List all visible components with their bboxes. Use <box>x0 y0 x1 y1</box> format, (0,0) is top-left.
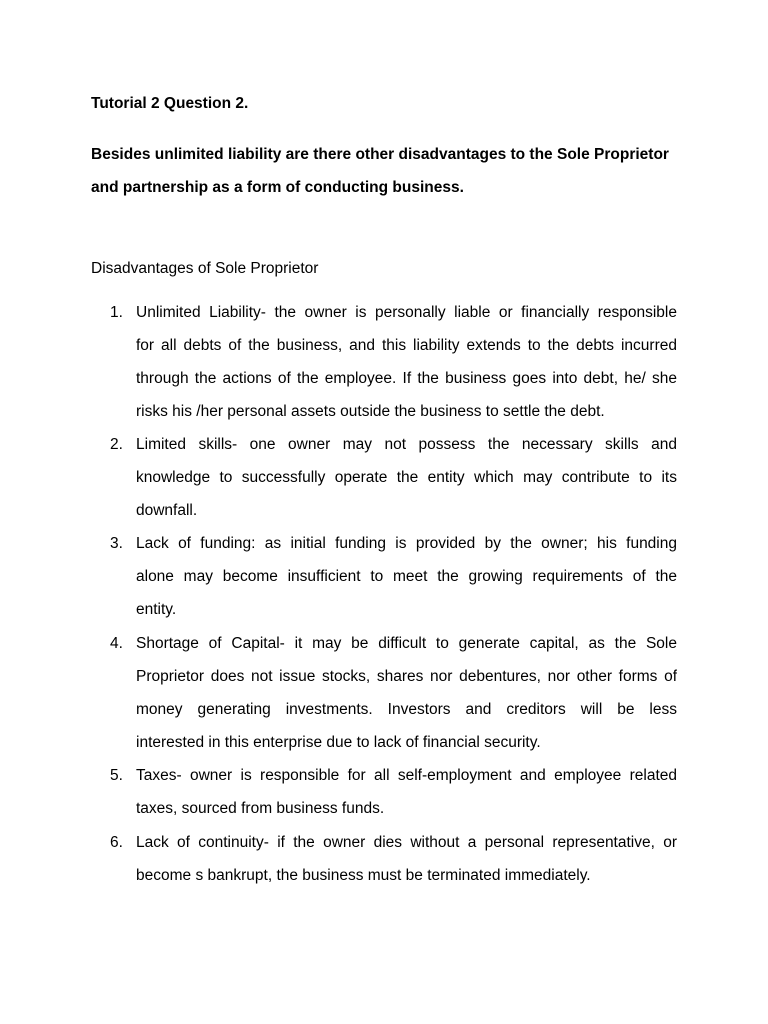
list-item-number: 6. <box>110 834 123 851</box>
list-item-line: Shortage of Capital- it may be difficult to generate capital, as the Sole <box>136 635 677 652</box>
document-title: Tutorial 2 Question 2. <box>91 95 249 112</box>
list-item-line: entity. <box>136 601 177 618</box>
question-text <box>91 138 691 204</box>
list-item-number: 1. <box>110 304 123 321</box>
list-item-number: 4. <box>110 635 123 652</box>
list-item-line: become s bankrupt, the business must be terminated immediately. <box>136 867 591 884</box>
list-item-number: 5. <box>110 767 123 784</box>
list-item-line: through the actions of the employee. If the business goes into debt, he/ she <box>136 370 677 387</box>
list-item-line: Lack of funding: as initial funding is provided by the owner; his funding <box>136 535 677 552</box>
question-line: and partnership as a form of conducting business. <box>91 179 464 196</box>
list-item-line: Limited skills- one owner may not possess the necessary skills and <box>136 436 677 453</box>
list-item-line: Taxes- owner is responsible for all self-employment and employee related <box>136 767 677 784</box>
list-item-line: risks his /her personal assets outside the business to settle the debt. <box>136 403 605 420</box>
list-item-line: money generating investments. Investors and creditors will be less <box>136 701 677 718</box>
list-item-line: for all debts of the business, and this liability extends to the debts incurred <box>136 337 677 354</box>
list-item-number: 3. <box>110 535 123 552</box>
list-item-line: interested in this enterprise due to lack of financial security. <box>136 734 541 751</box>
question-line: Besides unlimited liability are there other disadvantages to the Sole Proprietor <box>91 146 669 163</box>
list-item-line: downfall. <box>136 502 198 519</box>
list-item-line: Lack of continuity- if the owner dies without a personal representative, or <box>136 834 677 851</box>
list-item-number: 2. <box>110 436 123 453</box>
list-item-line: alone may become insufficient to meet the growing requirements of the <box>136 568 677 585</box>
list-item-line: Unlimited Liability- the owner is personally liable or financially responsible <box>136 304 677 321</box>
list-item-line: Proprietor does not issue stocks, shares nor debentures, nor other forms of <box>136 668 677 685</box>
list-item-line: taxes, sourced from business funds. <box>136 800 385 817</box>
list-item-line: knowledge to successfully operate the entity which may contribute to its <box>136 469 677 486</box>
section-heading: Disadvantages of Sole Proprietor <box>91 260 319 277</box>
